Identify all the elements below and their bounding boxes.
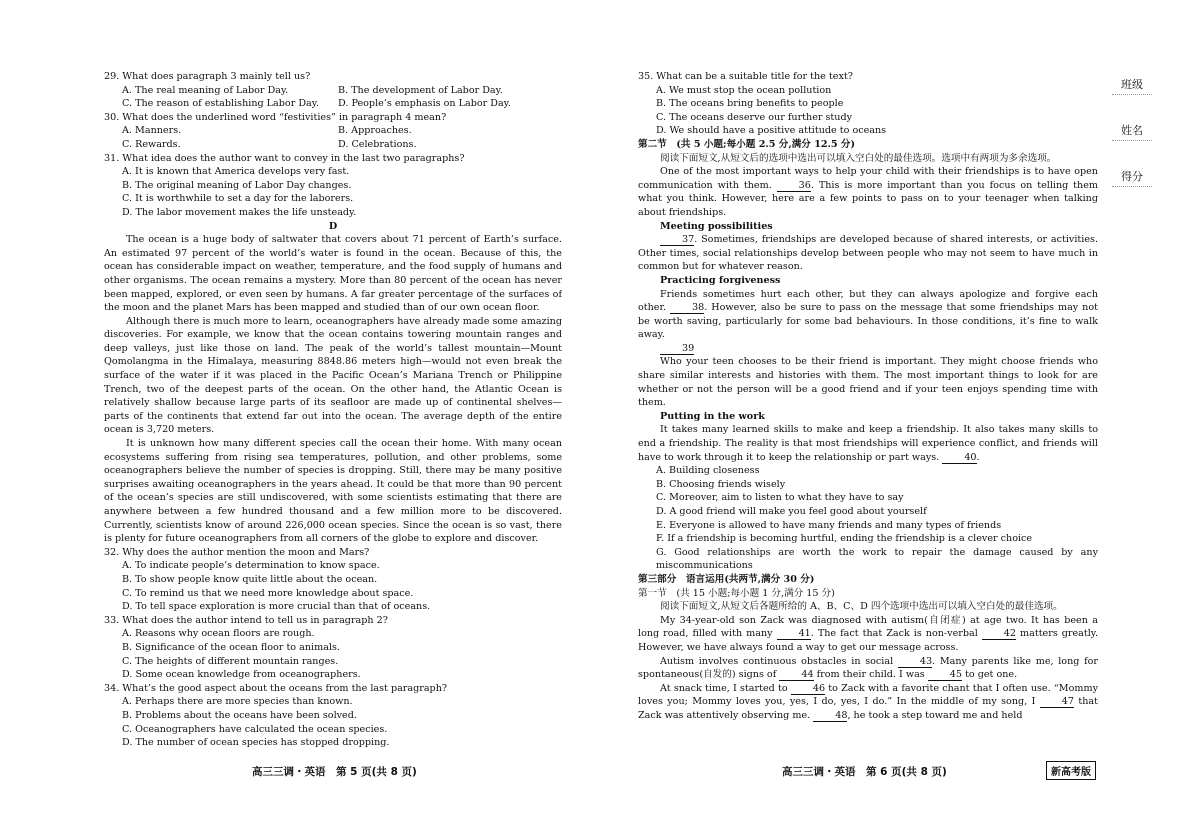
option-c: C. The oceans deserve our further study — [656, 111, 853, 123]
blank-45: 45 — [928, 669, 962, 681]
question-stem: 35. What can be a suitable title for the text? — [638, 71, 853, 82]
option-d: D. We should have a positive attitude to oceans — [656, 125, 887, 137]
option-d: D. To tell space exploration is more crucial than that of oceans. — [122, 601, 431, 613]
section-1-title: 第一节 (共 15 小题;每小题 1 分,满分 15 分) — [638, 587, 835, 599]
subheading-practicing-forgiveness: Practicing forgiveness — [660, 274, 781, 286]
list-item: B. Choosing friends wisely — [656, 478, 786, 490]
option-d: D. Celebrations. — [338, 138, 417, 150]
name-field-line — [1112, 140, 1152, 141]
list-item: C. Moreover, aim to listen to what they have to say — [656, 492, 904, 504]
question-29 — [104, 70, 562, 111]
left-page-column — [104, 70, 562, 760]
blank-36: 36 — [777, 180, 811, 192]
name-label: 姓名 — [1121, 124, 1143, 137]
right-page-footer: 高三三调・英语 第 6 页(共 8 页) — [782, 766, 947, 778]
option-a: A. It is known that America develops very fast. — [122, 166, 350, 178]
question-32 — [104, 546, 562, 614]
blank-39: 39 — [660, 343, 694, 355]
option-a: A. To indicate people’s determination to know space. — [122, 560, 380, 572]
class-field-line — [1112, 94, 1152, 95]
cloze-paragraph-4: Who your teen chooses to be their friend is important. They might choose friends who share similar interests and histories with them. The most important things to look for are whether or not the person will be a good friend and if your teen enjoys spending time with them. — [638, 356, 1098, 409]
question-stem: 33. What does the author intend to tell us in paragraph 2? — [104, 614, 388, 626]
cloze-paragraph-2: 37. Sometimes, friendships are developed because of shared interests, or activities. Other times, social relationships develop between people who may not seem to have much in common but for whatever reason. — [638, 234, 1098, 273]
option-d: D. Some ocean knowledge from oceanographers. — [122, 669, 361, 681]
option-b: B. Approaches. — [338, 125, 412, 137]
list-item: G. Good relationships are worth the work to repair the damage caused by any miscommunications — [656, 546, 1098, 572]
list-item: E. Everyone is allowed to have many friends and many types of friends — [656, 519, 1002, 531]
class-label: 班级 — [1121, 78, 1143, 91]
blank-42: 42 — [982, 628, 1016, 640]
left-page-footer: 高三三调・英语 第 5 页(共 8 页) — [252, 766, 417, 778]
cloze-paragraph-3: Friends sometimes hurt each other, but they can always apologize and forgive each other. 38. However, also be sure to pass on the message that some friendships may not be worth saving, particularly for some bad behaviours. In those conditions, it’s fine to walk away. — [638, 288, 1098, 341]
cloze-text-paragraph-2: Autism involves continuous obstacles in social 43. Many parents like me, long for spontaneous(自发的) signs of 44 from their child. I was 45 to get one. — [638, 655, 1098, 681]
score-field-line — [1112, 186, 1152, 187]
right-page-column — [638, 70, 1098, 760]
option-c: C. Oceanographers have calculated the ocean species. — [122, 723, 388, 735]
blank-37: 37 — [660, 234, 694, 246]
section-1-instructions: 阅读下面短文,从短文后各题所给的 A、B、C、D 四个选项中选出可以填入空白处的最佳选项。 — [660, 601, 1063, 613]
subheading-meeting-possibilities: Meeting possibilities — [660, 220, 773, 232]
option-c: C. The heights of different mountain ranges. — [122, 655, 339, 667]
cloze-paragraph-5: It takes many learned skills to make and keep a friendship. It also takes many skills to end a friendship. The reality is that most friendships will experience conflict, and friends will have to work through it to keep the relationship or part ways. 40. — [638, 424, 1098, 463]
option-a: A. Perhaps there are more species than known. — [122, 696, 353, 708]
question-30 — [104, 111, 562, 152]
question-35 — [638, 70, 1098, 138]
blank-47: 47 — [1040, 696, 1074, 708]
blank-41: 41 — [777, 628, 811, 640]
option-b: B. Problems about the oceans have been solved. — [122, 709, 357, 721]
option-b: B. Significance of the ocean floor to animals. — [122, 641, 340, 653]
option-b: B. To show people know quite little about the ocean. — [122, 573, 378, 585]
list-item: D. A good friend will make you feel good about yourself — [656, 506, 927, 517]
score-label: 得分 — [1121, 170, 1143, 183]
section-2-title: 第二节 (共 5 小题;每小题 2.5 分,满分 12.5 分) — [638, 138, 856, 150]
question-31 — [104, 152, 562, 220]
cloze-text-paragraph-3: At snack time, I started to 46 to Zack with a favorite chant that I often use. “Mommy loves you; Mommy loves you, yes, I do, yes, I do.” In the middle of my song, I 47 that Zack was attentively observing me. 48, he took a step toward me and held — [638, 682, 1098, 721]
option-b: B. The original meaning of Labor Day changes. — [122, 179, 352, 191]
blank-46: 46 — [791, 683, 825, 695]
option-c: C. The reason of establishing Labor Day. — [122, 98, 319, 110]
option-d: D. The labor movement makes the life unsteady. — [122, 206, 357, 218]
blank-48: 48 — [813, 710, 847, 722]
option-a: A. The real meaning of Labor Day. — [122, 84, 289, 96]
passage-paragraph-3: It is unknown how many different species call the ocean their home. With many ocean ecosystems suffering from rising sea temperatures, pollution, and other problems, some oceanographers believe the number of species is dropping. Still, there may be many positive surprises awaiting oceanographers in the years ahead. It could be that more than 90 percent of the ocean’s species are still undiscovered, with some scientists estimating that there are anywhere between a few hundred thousand and a few million more to be discovered. Currently, scientists know of around 226,000 ocean species. Since the ocean is so vast, there is plenty for future oceanographers from all corners of the globe to explore and discover. — [104, 438, 562, 545]
option-b: B. The oceans bring benefits to people — [656, 98, 844, 110]
option-b: B. The development of Labor Day. — [338, 84, 503, 96]
edition-badge: 新高考版 — [1046, 761, 1096, 780]
blank-40: 40 — [942, 452, 976, 464]
cloze-text-paragraph-1: My 34-year-old son Zack was diagnosed with autism(自闭症) at age two. It has been a long road, filled with many 41. The fact that Zack is non-verbal 42 matters greatly. However, we have always found a way to get our message across. — [638, 614, 1098, 653]
option-a: A. We must stop the ocean pollution — [656, 84, 832, 96]
list-item: F. If a friendship is becoming hurtful, ending the friendship is a clever choice — [656, 533, 1033, 545]
question-33 — [104, 614, 562, 682]
answer-options-list — [638, 464, 1098, 573]
option-d: D. People’s emphasis on Labor Day. — [338, 98, 511, 110]
passage-paragraph-2: Although there is much more to learn, oceanographers have already made some amazing discoveries. For example, we know that the ocean contains towering mountain ranges and deep valleys, just like those on land. The peak of the world’s tallest mountain—Mount Qomolangma in the Himalaya, measuring 8848.86 meters high—would not even break the surface of the water if it was placed in the Pacific Ocean’s Mariana Trench or Philippine Trench, two of the deepest parts of the ocean. On the other hand, the Atlantic Ocean is relatively shallow because large parts of its seafloor are made up of continental shelves—parts of the continents that extend far out into the ocean. The average depth of the entire ocean is 3,720 meters. — [104, 315, 562, 436]
option-c: C. Rewards. — [122, 138, 181, 150]
option-a: A. Manners. — [122, 125, 182, 137]
side-info-fields — [1112, 70, 1152, 220]
section-2-instructions: 阅读下面短文,从短文后的选项中选出可以填入空白处的最佳选项。选项中有两项为多余选项。 — [660, 152, 1057, 164]
question-stem: 29. What does paragraph 3 mainly tell us? — [104, 71, 311, 82]
list-item: A. Building closeness — [656, 465, 760, 477]
option-d: D. The number of ocean species has stopped dropping. — [122, 737, 390, 749]
question-stem: 30. What does the underlined word “festivities” in paragraph 4 mean? — [104, 111, 447, 123]
question-stem: 32. Why does the author mention the moon and Mars? — [104, 546, 370, 558]
blank-43: 43 — [898, 656, 932, 668]
cloze-paragraph-1: One of the most important ways to help your child with their friendships is to have open communication with them. 36. This is more important than you focus on telling them what you think. However, here are a few points to pass on to your teenager when talking about friendships. — [638, 166, 1098, 218]
blank-44: 44 — [779, 669, 813, 681]
part-3-title: 第三部分 语言运用(共两节,满分 30 分) — [638, 573, 815, 585]
passage-paragraph-1: The ocean is a huge body of saltwater that covers about 71 percent of Earth’s surface. An estimated 97 percent of the world’s water is found in the ocean. Because of this, the ocean has considerable impact on weather, temperature, and the food supply of humans and other organisms. The ocean remains a mystery. More than 80 percent of the ocean has never been mapped, explored, or even seen by humans. A far greater percentage of the surfaces of the moon and the planet Mars has been mapped and studied than of our own ocean floor. — [104, 234, 562, 314]
blank-39-heading — [638, 342, 1098, 356]
question-34 — [104, 682, 562, 750]
option-c: C. It is worthwhile to set a day for the laborers. — [122, 193, 354, 205]
option-a: A. Reasons why ocean floors are rough. — [122, 628, 315, 640]
question-stem: 31. What idea does the author want to convey in the last two paragraphs? — [104, 152, 465, 164]
subheading-putting-in-the-work: Putting in the work — [660, 410, 765, 422]
blank-38: 38 — [670, 302, 704, 314]
section-d-heading: D — [328, 220, 338, 232]
question-stem: 34. What’s the good aspect about the oceans from the last paragraph? — [104, 682, 448, 694]
option-c: C. To remind us that we need more knowledge about space. — [122, 587, 414, 599]
